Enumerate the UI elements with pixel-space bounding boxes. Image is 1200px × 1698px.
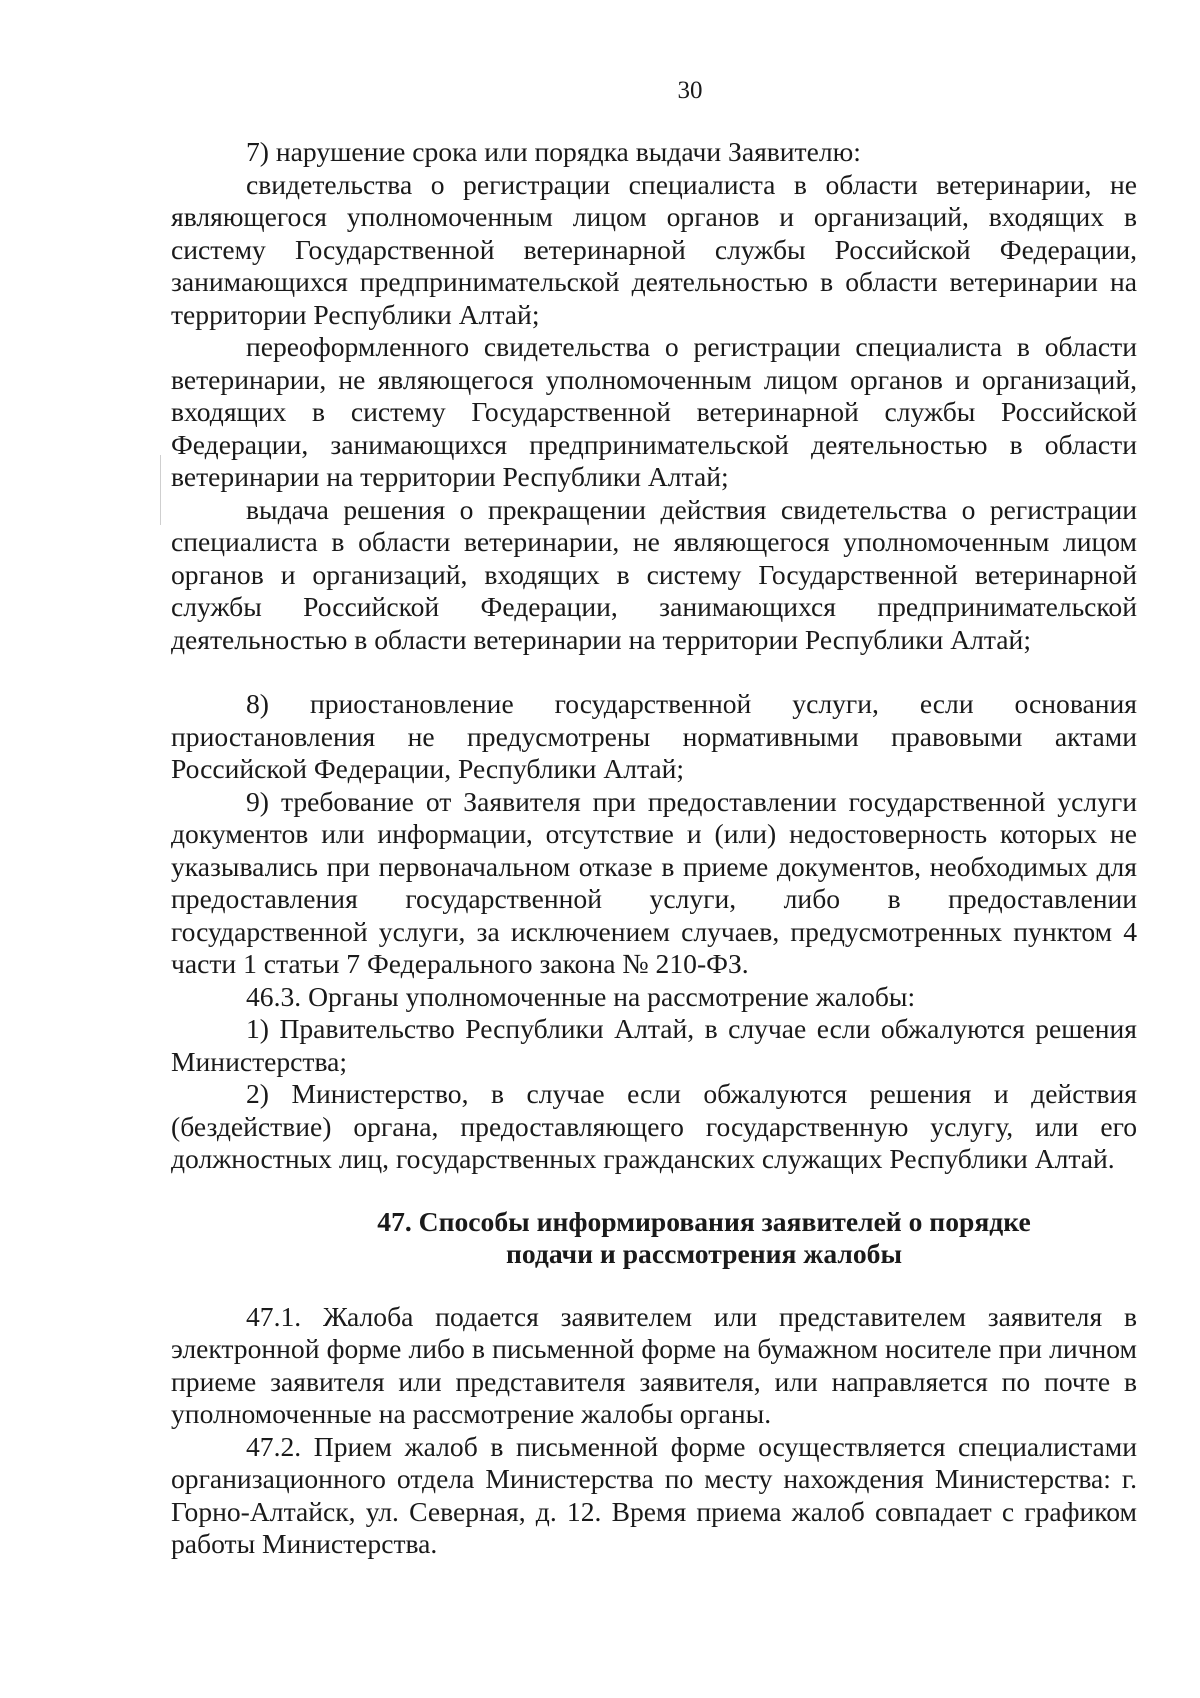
paragraph-47-2: 47.2. Прием жалоб в письменной форме осуществляется специалистами организационного отдела Министерства по месту нахождения Министерства: г. Горно-Алтайск, ул. Северная, д. 12. Время приема жалоб совпадает с графиком работы Министерства. xyxy=(171,1430,1137,1559)
page-number: 30 xyxy=(677,77,703,104)
paragraph-body-1: 1) Правительство Республики Алтай, в случае если обжалуются решения Министерства; xyxy=(171,1013,1137,1077)
paragraph-47-1: 47.1. Жалоба подается заявителем или представителем заявителя в электронной форме либо в письменной форме на бумажном носителе при личном приеме заявителя или представителя заявителя, или направляется по почте в уполномоченные на рассмотрение жалобы органы. xyxy=(171,1300,1137,1429)
section-heading-47: 47. Способы информирования заявителей о порядке подачи и рассмотрения жалобы xyxy=(377,1205,1031,1269)
document-body xyxy=(171,136,1137,1561)
paragraph-termination-decision: выдача решения о прекращении действия свидетельства о регистрации специалиста в области ветеринарии, не являющегося уполномоченным лицом органов и организаций, входящих в систему Государственной ветеринарной службы Российской Федерации, занимающихся предпринимательской деятельностью в области ветеринарии на территории Республики Алтай; xyxy=(171,493,1137,655)
paragraph-item-8: 8) приостановление государственной услуги, если основания приостановления не предусмотрены нормативными правовыми актами Российской Федерации, Республики Алтай; xyxy=(171,688,1137,784)
scan-margin-mark xyxy=(160,455,161,525)
paragraph-reissued-certificate: переоформленного свидетельства о регистрации специалиста в области ветеринарии, не являющегося уполномоченным лицом органов и организаций, входящих в систему Государственной ветеринарной службы Российской Федерации, занимающихся предпринимательской деятельностью в области ветеринарии на территории Республики Алтай; xyxy=(171,331,1137,492)
paragraph-item-9: 9) требование от Заявителя при предоставлении государственной услуги документов или информации, отсутствие и (или) недостоверность которых не указывались при первоначальном отказе в приеме документов, необходимых для предоставления государственной услуги, либо в предоставлении государственной услуги, за исключением случаев, предусмотренных пунктом 4 части 1 статьи 7 Федерального закона № 210-ФЗ. xyxy=(171,785,1137,979)
paragraph-item-7: 7) нарушение срока или порядка выдачи Заявителю: xyxy=(246,136,861,167)
paragraph-46-3: 46.3. Органы уполномоченные на рассмотрение жалобы: xyxy=(246,980,916,1012)
paragraph-certificate: свидетельства о регистрации специалиста в области ветеринарии, не являющегося уполномоченным лицом органов и организаций, входящих в систему Государственной ветеринарной службы Российской Федерации, занимающихся предпринимательской деятельностью в области ветеринарии на территории Республики Алтай; xyxy=(171,168,1137,330)
paragraph-body-2: 2) Министерство, в случае если обжалуются решения и действия (бездействие) органа, предоставляющего государственную услугу, или его должностных лиц, государственных гражданских служащих Республики Алтай. xyxy=(171,1078,1137,1174)
